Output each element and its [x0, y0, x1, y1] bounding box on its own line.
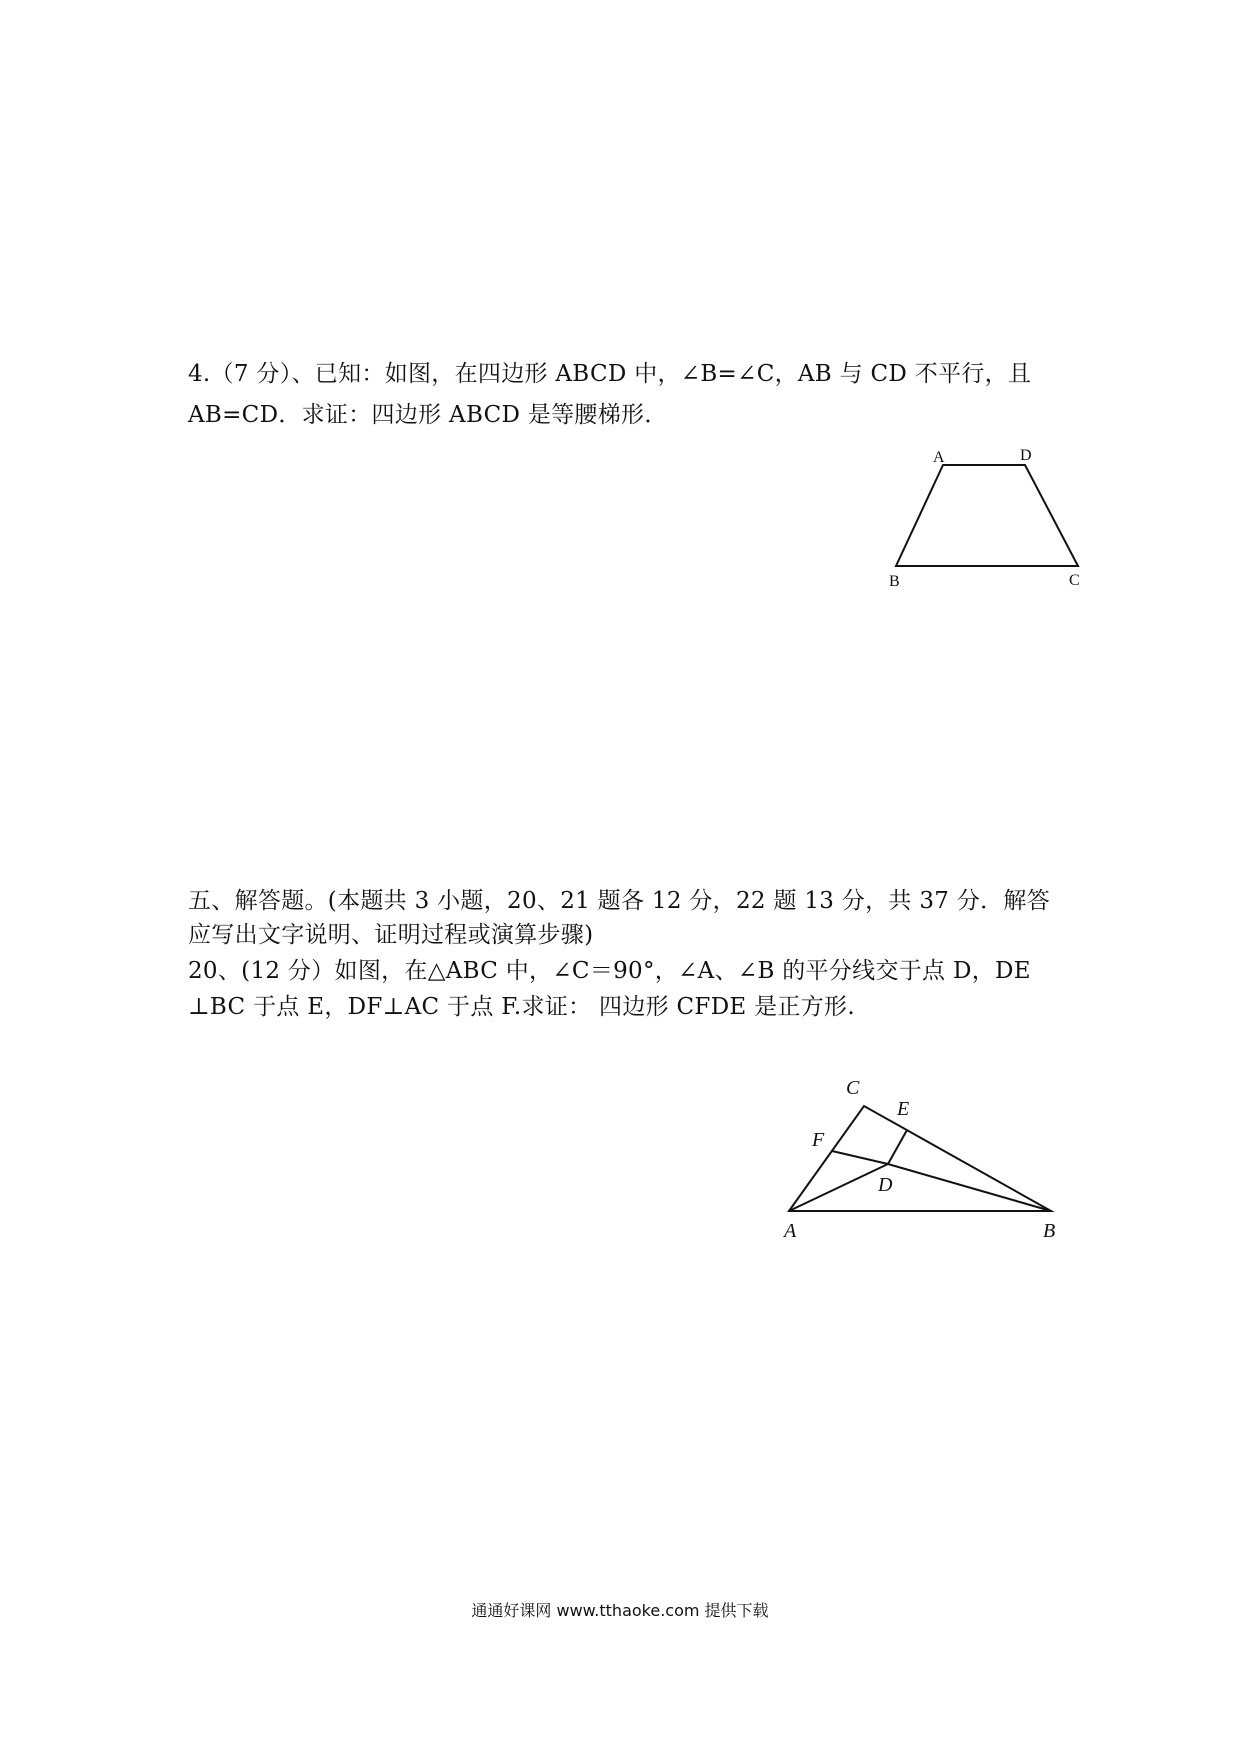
trapezoid-label-a: A: [933, 449, 945, 466]
triangle-figure: [770, 1070, 1090, 1254]
page-footer: 通通好课网 www.tthaoke.com 提供下载: [471, 1601, 769, 1620]
section-5-heading-line-1: 五、解答题。(本题共 3 小题，20、21 题各 12 分，22 题 13 分，共 37 分．解答: [188, 888, 1051, 914]
bisector-bd: [888, 1164, 1051, 1211]
triangle-label-c: C: [846, 1077, 860, 1099]
problem-20-statement-line-1: 20、(12 分）如图，在△ABC 中，∠C＝90°，∠A、∠B 的平分线交于点 D，DE: [188, 958, 1031, 984]
triangle-svg: [770, 1070, 1090, 1250]
segment-df: [832, 1151, 888, 1164]
trapezoid-label-d: D: [1020, 447, 1032, 464]
triangle-label-a: A: [784, 1220, 797, 1242]
problem-20-statement-line-2: ⊥BC 于点 E，DF⊥AC 于点 F.求证： 四边形 CFDE 是正方形.: [188, 994, 855, 1020]
triangle-label-e: E: [897, 1098, 910, 1120]
bisector-ad: [789, 1164, 888, 1211]
section-5-heading-line-2: 应写出文字说明、证明过程或演算步骤): [188, 922, 594, 948]
problem-4-statement-line-2: AB=CD．求证：四边形 ABCD 是等腰梯形．: [188, 402, 668, 428]
trapezoid-svg: [880, 440, 1120, 600]
triangle-label-d: D: [878, 1174, 893, 1196]
triangle-label-b: B: [1043, 1220, 1056, 1242]
trapezoid-abcd: [896, 465, 1078, 566]
triangle-abc: [789, 1106, 1051, 1211]
trapezoid-label-b: B: [889, 573, 900, 590]
trapezoid-figure: [880, 440, 1120, 604]
segment-de: [888, 1130, 907, 1164]
problem-4-statement-line-1: 4.（7 分）、已知：如图，在四边形 ABCD 中，∠B=∠C，AB 与 CD 不平行，且: [188, 361, 1032, 387]
trapezoid-label-c: C: [1069, 572, 1080, 589]
triangle-label-f: F: [812, 1129, 825, 1151]
